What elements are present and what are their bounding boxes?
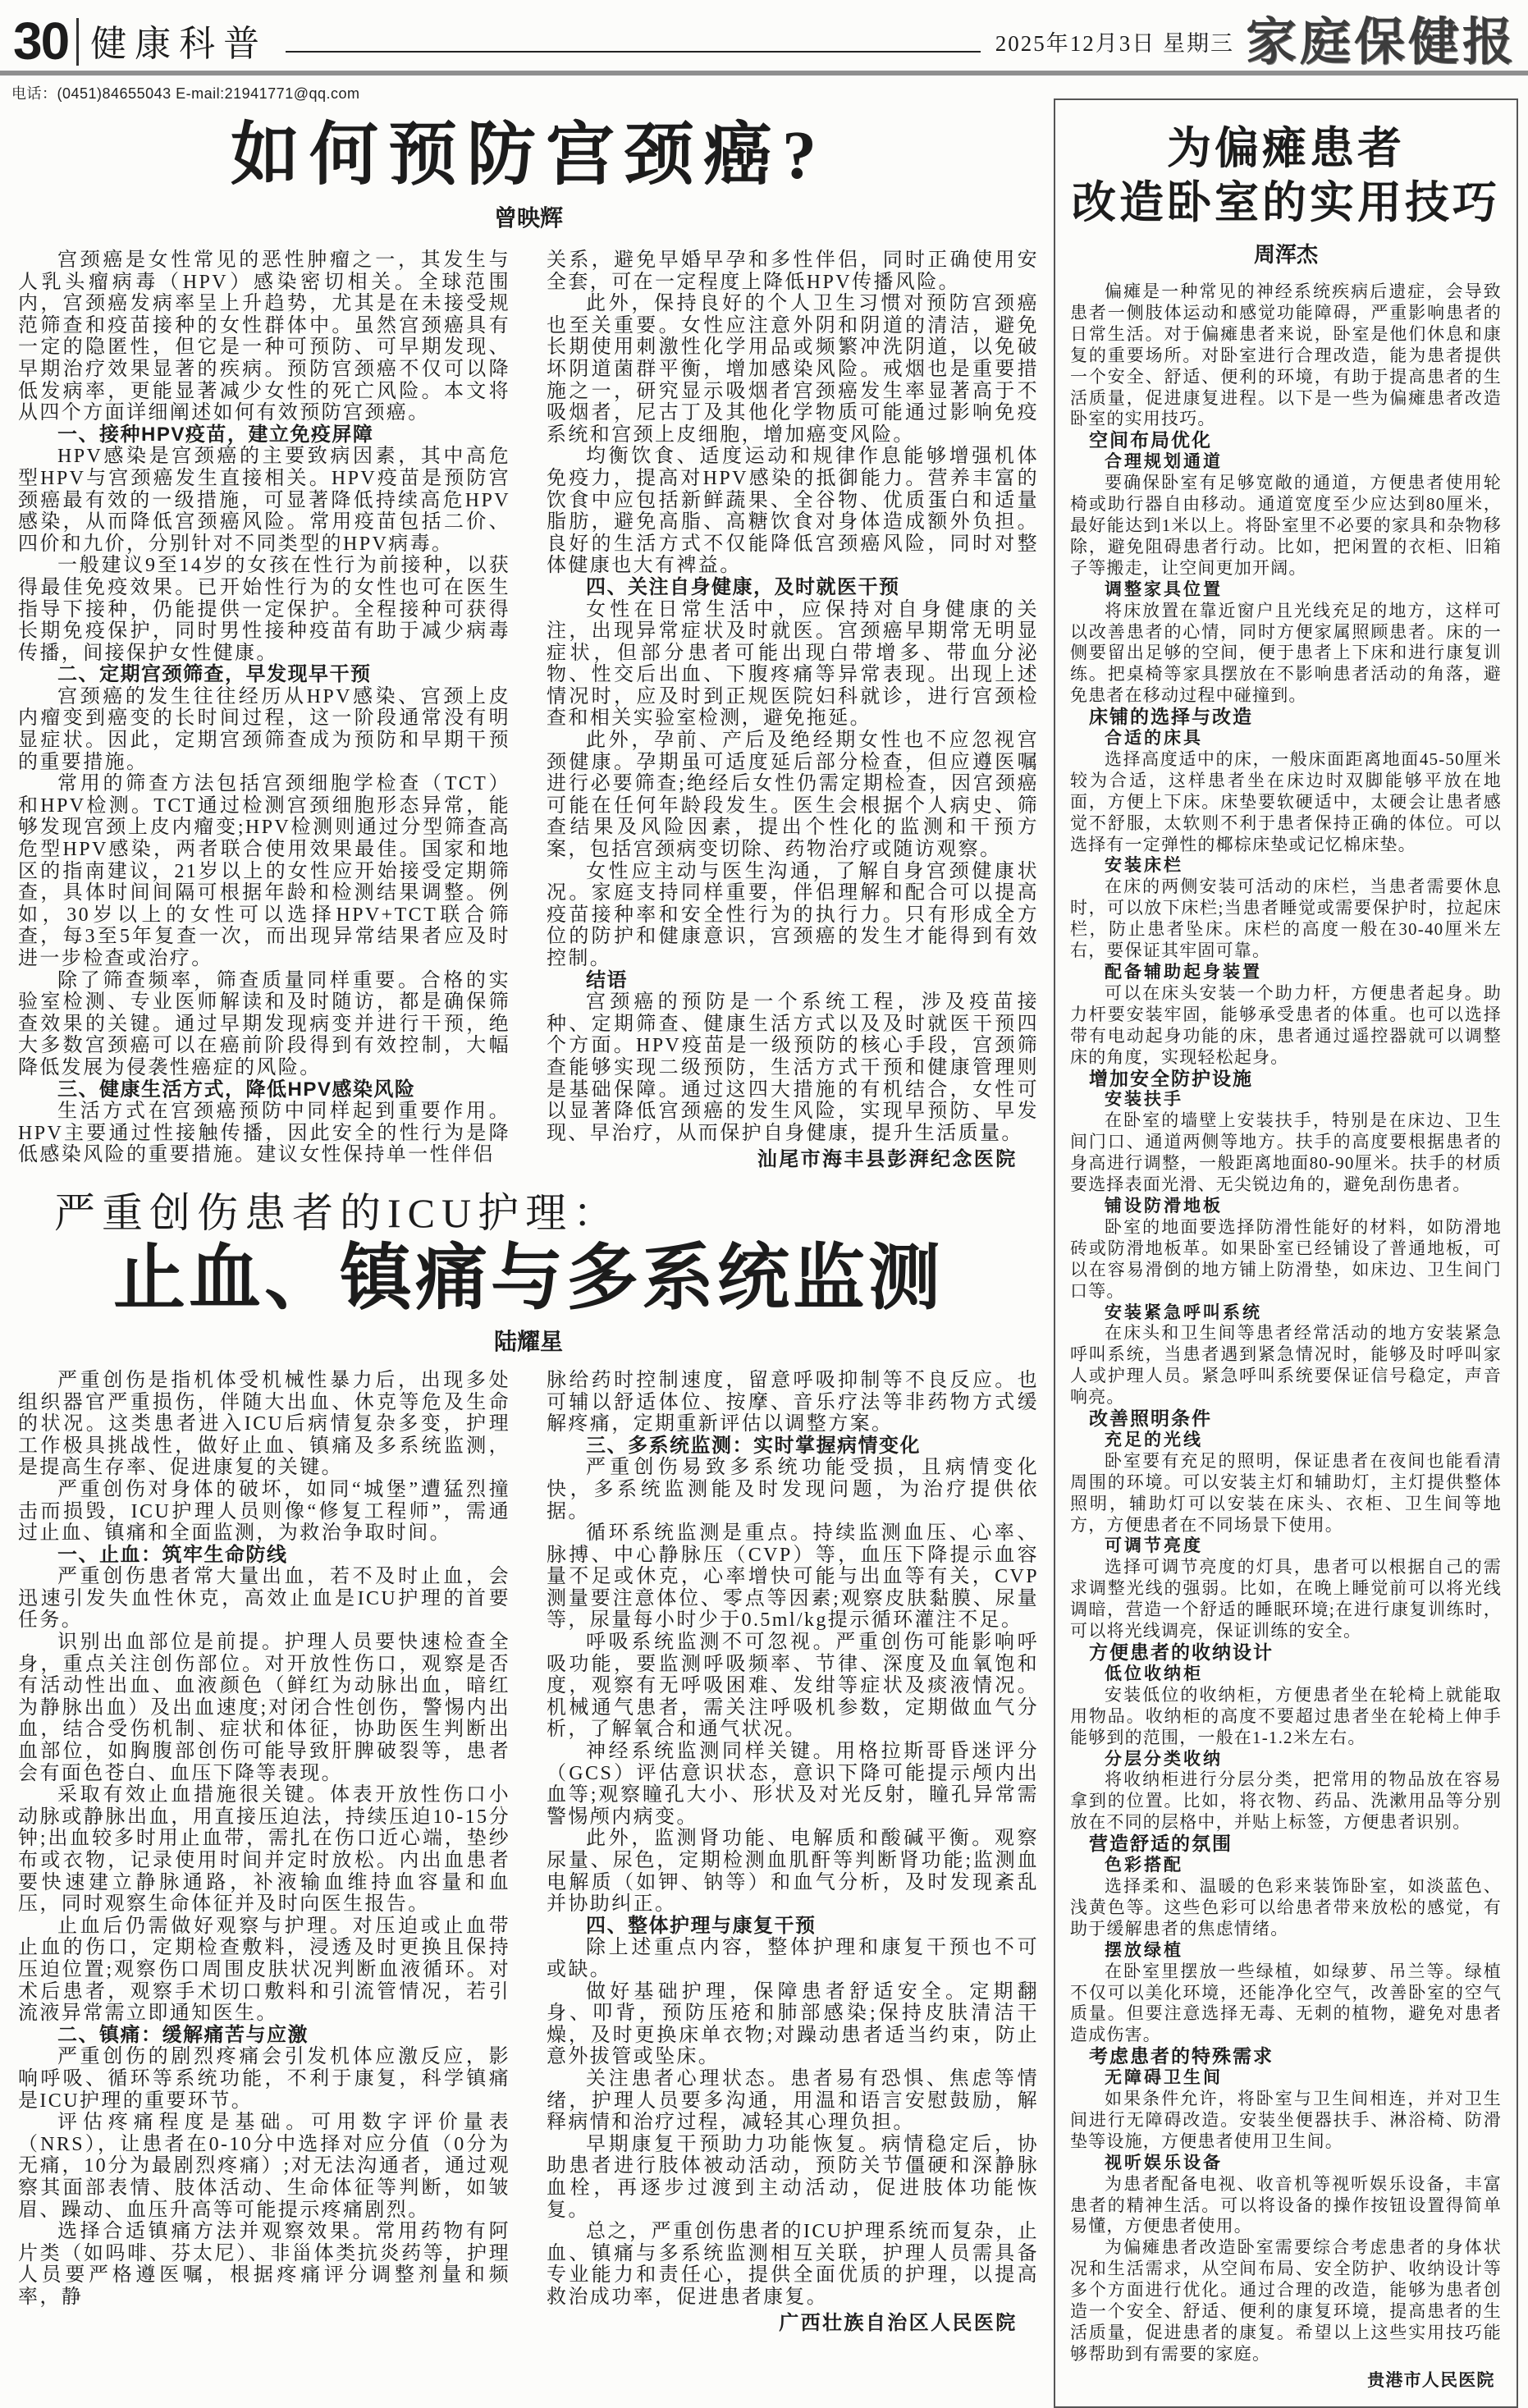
signature-hospital: 广西壮族自治区人民医院	[779, 2312, 1018, 2335]
article-column-2	[547, 1370, 1039, 2335]
article-title-line2: 改造卧室的实用技巧	[1072, 178, 1500, 227]
paragraph: 安装低位的收纳柜，方便患者坐在轮椅上就能取用物品。收纳柜的高度不要超过患者坐在轮椅上伸手能够到的范围，一般在1-1.2米左右。	[1070, 1684, 1502, 1747]
paragraph: 在卧室里摆放一些绿植，如绿萝、吊兰等。绿植不仅可以美化环境，还能净化空气，改善卧室的空气质量。但要注意选择无毒、无刺的植物，避免对患者造成伤害。	[1070, 1961, 1502, 2045]
paragraph: 此外，孕前、产后及绝经期女性也不应忽视宫颈健康。孕期虽可适度延后部分检查，但应遵医嘱进行必要筛查;绝经后女性仍需定期检查，因宫颈癌可能在任何年龄段发生。医生会根据个人病史、筛查结果及风险因素，提出个性化的监测和干预方案，包括宫颈病变切除、药物治疗或随访观察。	[547, 730, 1039, 861]
article-author: 陆耀星	[493, 1328, 563, 1354]
sub-heading: 可调节亮度	[1105, 1536, 1203, 1556]
sub-heading: 调整家具位置	[1105, 579, 1223, 599]
paragraph: 采取有效止血措施很关键。体表开放性伤口小动脉或静脉出血，用直接压迫法，持续压迫10-15分钟;出血较多时用止血带，需扎在伤口近心端，垫纱布或衣物，记录使用时间并定时放松。内出血患者要快速建立静脉通路，补液输血维持血容量和血压，同时观察生命体征并及时向医生报告。	[18, 1784, 510, 1916]
paragraph: 选择柔和、温暖的色彩来装饰卧室，如淡蓝色、浅黄色等。这些色彩可以给患者带来放松的感觉，有助于缓解患者的焦虑情绪。	[1070, 1875, 1502, 1939]
section-heading: 结语	[586, 968, 628, 991]
paragraph: 除上述重点内容，整体护理和康复干预也不可或缺。	[547, 1937, 1039, 1980]
section-title: 健康科普	[90, 24, 268, 64]
paragraph: 女性应主动与医生沟通，了解自身宫颈健康状况。家庭支持同样重要，伴侣理解和配合可以提高疫苗接种率和安全性行为的执行力。只有形成全方位的防护和健康意识，宫颈癌的发生才能得到有效控制。	[547, 860, 1039, 969]
paragraph: 循环系统监测是重点。持续监测血压、心率、脉搏、中心静脉压（CVP）等，血压下降提示血容量不足或休克，心率增快可能与出血等有关，CVP测量要注意体位、零点等因素;观察皮肤黏膜、尿量等，尿量每小时少于0.5ml/kg提示循环灌注不足。	[547, 1522, 1039, 1632]
paragraph: 宫颈癌是女性常见的恶性肿瘤之一，其发生与人乳头瘤病毒（HPV）感染密切相关。全球范围内，宫颈癌发病率呈上升趋势，尤其是在未接受规范筛查和疫苗接种的女性群体中。虽然宫颈癌具有一定的隐匿性，但它是一种可预防、可早期发现、早期治疗效果显著的疾病。预防宫颈癌不仅可以降低发病率，更能显著减少女性的死亡风险。本文将从四个方面详细阐述如何有效预防宫颈癌。	[18, 249, 510, 424]
section-heading: 三、健康生活方式，降低HPV感染风险	[57, 1078, 416, 1101]
paragraph: 如果条件允许，将卧室与卫生间相连，并对卫生间进行无障碍改造。安装坐便器扶手、淋浴椅、防滑垫等设施，方便患者使用卫生间。	[1070, 2089, 1502, 2151]
page-date: 2025年12月3日 星期三	[995, 31, 1234, 56]
sub-heading: 摆放绿植	[1105, 1939, 1183, 1960]
paragraph: 将床放置在靠近窗户且光线充足的地方，这样可以改善患者的心情，同时方便家属照顾患者。床的一侧要留出足够的空间，便于患者上下床和进行康复训练。把桌椅等家具摆放在不影响患者活动的角落，避免患者在移动过程中碰撞到。	[1070, 600, 1502, 706]
paragraph: 评估疼痛程度是基础。可用数字评价量表（NRS），让患者在0-10分中选择对应分值（0分为无痛，10分为最剧烈疼痛）;对无法沟通者，通过观察其面部表情、肢体活动、生命体征等判断，如皱眉、躁动、血压升高等可能提示疼痛剧烈。	[18, 2112, 510, 2221]
section-heading: 床铺的选择与改造	[1089, 706, 1253, 728]
paragraph: 呼吸系统监测不可忽视。严重创伤可能影响呼吸功能，要监测呼吸频率、节律、深度及血氧饱和度，观察有无呼吸困难、发绀等症状及痰液情况。机械通气患者，需关注呼吸机参数，定期做血气分析，了解氧合和通气状况。	[547, 1632, 1039, 1741]
sub-heading: 安装扶手	[1105, 1089, 1183, 1110]
paragraph: 将收纳柜进行分层分类，把常用的物品放在容易拿到的位置。比如，将衣物、药品、洗漱用品等分别放在不同的层格中，并贴上标签，方便患者识别。	[1070, 1769, 1502, 1833]
paragraph: 一般建议9至14岁的女孩在性行为前接种，以获得最佳免疫效果。已开始性行为的女性也可在医生指导下接种，仍能提供一定保护。全程接种可获得长期免疫保护，同时男性接种疫苗有助于减少病毒传播，间接保护女性健康。	[18, 555, 510, 664]
sub-heading: 低位收纳柜	[1105, 1663, 1203, 1683]
signature-hospital: 贵港市人民医院	[1367, 2370, 1495, 2390]
article-author: 周浑杰	[1253, 242, 1318, 267]
section-heading: 二、定期宫颈筛查，早发现早干预	[57, 663, 372, 686]
sub-heading: 合理规划通道	[1105, 451, 1223, 472]
sub-heading: 色彩搭配	[1105, 1855, 1183, 1875]
paragraph: 神经系统监测同样关键。用格拉斯哥昏迷评分（GCS）评估意识状态，意识下降可能提示颅内出血等;观察瞳孔大小、形状及对光反射，瞳孔异常需警惕颅内病变。	[547, 1741, 1039, 1828]
paragraph: 卧室的地面要选择防滑性能好的材料，如防滑地砖或防滑地板革。如果卧室已经铺设了普通地板，可以在容易滑倒的地方铺上防滑垫，如床边、卫生间门口等。	[1070, 1216, 1502, 1301]
article-bedroom-renovation	[1054, 98, 1518, 2408]
paragraph: 严重创伤患者常大量出血，若不及时止血，会迅速引发失血性休克，高效止血是ICU护理的首要任务。	[18, 1566, 510, 1632]
paragraph-continued: 关系，避免早婚早孕和多性伴侣，同时正确使用安全套，可在一定程度上降低HPV传播风险。	[547, 249, 1039, 293]
article-body	[1070, 282, 1502, 2392]
article-column-1	[18, 249, 510, 1171]
article-icu-care	[18, 1188, 1039, 2335]
paragraph: 选择高度适中的床，一般床面距离地面45-50厘米较为合适，这样患者坐在床边时双脚能够平放在地面，方便上下床。床垫要软硬适中，太硬会让患者感觉不舒服，太软则不利于患者保持正确的体位。可以选择有一定弹性的椰棕床垫或记忆棉床垫。	[1070, 748, 1502, 854]
article-title-line1: 严重创伤患者的ICU护理：	[54, 1189, 621, 1236]
sub-heading: 无障碍卫生间	[1105, 2067, 1223, 2088]
contact-line: 电话：(0451)84655043 E-mail:21941771@qq.com	[11, 85, 360, 102]
section-heading: 增加安全防护设施	[1089, 1067, 1253, 1089]
sub-heading: 安装紧急呼叫系统	[1105, 1302, 1262, 1322]
sub-heading: 分层分类收纳	[1105, 1748, 1223, 1769]
paragraph: 为偏瘫患者改造卧室需要综合考虑患者的身体状况和生活需求，从空间布局、安全防护、收纳设计等多个方面进行优化。通过合理的改造，能够为患者创造一个安全、舒适、便利的康复环境，提高患者的生活质量，促进患者的康复。希望以上这些实用技巧能够帮助到有需要的家庭。	[1070, 2237, 1502, 2364]
paragraph: 偏瘫是一种常见的神经系统疾病后遗症，会导致患者一侧肢体运动和感觉功能障碍，严重影响患者的日常生活。对于偏瘫患者来说，卧室是他们休息和康复的重要场所。对卧室进行合理改造，能为患者提供一个安全、舒适、便利的环境，有助于提高患者的生活质量，促进康复进程。以下是一些为偏瘫患者改造卧室的实用技巧。	[1070, 282, 1502, 429]
section-heading: 考虑患者的特殊需求	[1089, 2045, 1274, 2067]
section-heading: 营造舒适的氛围	[1089, 1833, 1233, 1855]
sub-heading: 配备辅助起身装置	[1105, 962, 1262, 982]
paragraph: 要确保卧室有足够宽敞的通道，方便患者使用轮椅或助行器自由移动。通道宽度至少应达到80厘米，最好能达到1米以上。将卧室里不必要的家具和杂物移除，避免阻碍患者行动。比如，把闲置的衣柜、旧箱子等搬走，让空间更加开阔。	[1070, 473, 1502, 578]
section-heading: 四、关注自身健康，及时就医干预	[586, 575, 900, 598]
paragraph: 选择可调节亮度的灯具，患者可以根据自己的需求调整光线的强弱。比如，在晚上睡觉前可以将光线调暗，营造一个舒适的睡眠环境;在进行康复训练时，可以将光线调亮，保证训练的安全。	[1070, 1557, 1502, 1641]
paragraph: 此外，保持良好的个人卫生习惯对预防宫颈癌也至关重要。女性应注意外阴和阴道的清洁，避免长期使用刺激性化学用品或频繁冲洗阴道，以免破坏阴道菌群平衡，增加感染风险。戒烟也是重要措施之一，研究显示吸烟者宫颈癌发生率显著高于不吸烟者，尼古丁及其他化学物质可能通过影响免疫系统和宫颈上皮细胞，增加癌变风险。	[547, 293, 1039, 446]
paragraph: 严重创伤的剧烈疼痛会引发机体应激反应，影响呼吸、循环等系统功能，不利于康复，科学镇痛是ICU护理的重要环节。	[18, 2046, 510, 2112]
section-heading: 空间布局优化	[1089, 429, 1212, 451]
masthead: 家庭保健报	[1245, 15, 1517, 71]
paragraph: 严重创伤对身体的破坏，如同“城堡”遭猛烈撞击而损毁，ICU护理人员则像“修复工程师”，需通过止血、镇痛和全面监测，为救治争取时间。	[18, 1478, 510, 1545]
section-heading: 二、镇痛：缓解痛苦与应激	[57, 2023, 309, 2046]
header-divider-bar	[76, 18, 79, 66]
paragraph: 除了筛查频率，筛查质量同样重要。合格的实验室检测、专业医师解读和及时随访，都是确保筛查效果的关键。通过早期发现病变并进行干预，绝大多数宫颈癌可以在癌前阶段得到有效控制，大幅降低发展为侵袭性癌症的风险。	[18, 969, 510, 1078]
sub-heading: 安装床栏	[1105, 855, 1183, 876]
paragraph: 做好基础护理，保障患者舒适安全。定期翻身、叩背，预防压疮和肺部感染;保持皮肤清洁干燥，及时更换床单衣物;对躁动患者适当约束，防止意外拔管或坠床。	[547, 1980, 1039, 2068]
paragraph: 宫颈癌的预防是一个系统工程，涉及疫苗接种、定期筛查、健康生活方式以及及时就医干预四个方面。HPV疫苗是一级预防的核心手段，宫颈筛查能够实现二级预防，生活方式干预和健康管理则是基础保障。通过这四大措施的有机结合，女性可以显著降低宫颈癌的发生风险，实现早预防、早发现、早治疗，从而保护自身健康，提升生活质量。	[547, 991, 1039, 1144]
article-cervical-cancer	[18, 117, 1039, 1171]
paragraph-continued: 脉给药时控制速度，留意呼吸抑制等不良反应。也可辅以舒适体位、按摩、音乐疗法等非药物方式缓解疼痛，定期重新评估以调整方案。	[547, 1369, 1039, 1435]
signature-hospital: 汕尾市海丰县彭湃纪念医院	[757, 1148, 1018, 1171]
sub-heading: 合适的床具	[1105, 728, 1203, 748]
paragraph: 生活方式在宫颈癌预防中同样起到重要作用。HPV主要通过性接触传播，因此安全的性行为是降低感染风险的重要措施。建议女性保持单一性伴侣	[18, 1101, 510, 1166]
paragraph: 女性在日常生活中，应保持对自身健康的关注，出现异常症状及时就医。宫颈癌早期常无明显症状，但部分患者可能出现白带增多、带血分泌物、性交后出血、下腹疼痛等异常表现。出现上述情况时，应及时到正规医院妇科就诊，进行宫颈检查和相关实验室检测，避免拖延。	[547, 598, 1039, 730]
paragraph: 严重创伤是指机体受机械性暴力后，出现多处组织器官严重损伤，伴随大出血、休克等危及生命的状况。这类患者进入ICU后病情复杂多变，护理工作极具挑战性，做好止血、镇痛及多系统监测，是提高生存率、促进康复的关键。	[18, 1369, 510, 1479]
section-heading: 三、多系统监测：实时掌握病情变化	[586, 1434, 921, 1457]
article-column-1	[18, 1370, 510, 2335]
paragraph: 总之，严重创伤患者的ICU护理系统而复杂，止血、镇痛与多系统监测相互关联，护理人员需具备专业能力和责任心，提供全面优质的护理，以提高救治成功率，促进患者康复。	[547, 2221, 1039, 2308]
header-rule	[286, 51, 981, 53]
paragraph: 早期康复干预助力功能恢复。病情稳定后，协助患者进行肢体被动活动，预防关节僵硬和深静脉血栓，再逐步过渡到主动活动，促进肢体功能恢复。	[547, 2133, 1039, 2221]
paragraph: 识别出血部位是前提。护理人员要快速检查全身，重点关注创伤部位。对开放性伤口，观察是否有活动性出血、血液颜色（鲜红为动脉出血，暗红为静脉出血）及出血速度;对闭合性创伤，警惕内出血，结合受伤机制、症状和体征，协助医生判断出血部位，如胸腹部创伤可能导致肝脾破裂等，患者会有面色苍白、血压下降等表现。	[18, 1632, 510, 1784]
paragraph: 选择合适镇痛方法并观察效果。常用药物有阿片类（如吗啡、芬太尼）、非甾体类抗炎药等，护理人员要严格遵医嘱，根据疼痛评分调整剂量和频率，静	[18, 2221, 510, 2308]
sub-heading: 铺设防滑地板	[1105, 1195, 1223, 1215]
paragraph: 均衡饮食、适度运动和规律作息能够增强机体免疫力，提高对HPV感染的抵御能力。营养丰富的饮食中应包括新鲜蔬果、全谷物、优质蛋白和适量脂肪，避免高脂、高糖饮食对身体造成额外负担。良好的生活方式不仅能降低宫颈癌风险，同时对整体健康也大有裨益。	[547, 446, 1039, 577]
paragraph: 在卧室的墙壁上安装扶手，特别是在床边、卫生间门口、通道两侧等地方。扶手的高度要根据患者的身高进行调整，一般距离地面80-90厘米。扶手的材质要选择表面光滑、无尖锐边角的，避免刮伤患者。	[1070, 1110, 1502, 1195]
paragraph: 可以在床头安装一个助力杆，方便患者起身。助力杆要安装牢固，能够承受患者的体重。也可以选择带有电动起身功能的床，患者通过遥控器就可以调整床的角度，实现轻松起身。	[1070, 982, 1502, 1067]
page-header	[0, 0, 1528, 103]
article-title-line2: 止血、镇痛与多系统监测	[112, 1238, 944, 1319]
paragraph: 为患者配备电视、收音机等视听娱乐设备，丰富患者的精神生活。可以将设备的操作按钮设置得简单易懂，方便患者使用。	[1070, 2173, 1502, 2236]
article-column-2	[547, 249, 1039, 1171]
section-heading: 一、止血：筑牢生命防线	[57, 1543, 288, 1566]
paragraph: 在床的两侧安装可活动的床栏，当患者需要休息时，可以放下床栏;当患者睡觉或需要保护时，拉起床栏，防止患者坠床。床栏的高度一般在30-40厘米左右，要保证其牢固可靠。	[1070, 877, 1502, 961]
paragraph: 严重创伤易致多系统功能受损，且病情变化快，多系统监测能及时发现问题，为治疗提供依据。	[547, 1457, 1039, 1522]
sub-heading: 充足的光线	[1105, 1429, 1203, 1449]
paragraph: 在床头和卫生间等患者经常活动的地方安装紧急呼叫系统，当患者遇到紧急情况时，能够及时呼叫家人或护理人员。紧急呼叫系统要保证信号稳定，声音响亮。	[1070, 1323, 1502, 1408]
paragraph: 关注患者心理状态。患者易有恐惧、焦虑等情绪，护理人员要多沟通，用温和语言安慰鼓励，解释病情和治疗过程，减轻其心理负担。	[547, 2067, 1039, 2134]
paragraph: 卧室要有充足的照明，保证患者在夜间也能看清周围的环境。可以安装主灯和辅助灯，主灯提供整体照明，辅助灯可以安装在床头、衣柜、卫生间等地方，方便患者在不同场景下使用。	[1070, 1450, 1502, 1535]
section-heading: 一、接种HPV疫苗，建立免疫屏障	[57, 423, 374, 446]
article-title-line1: 为偏瘫患者	[1167, 124, 1405, 173]
paragraph: 此外，监测肾功能、电解质和酸碱平衡。观察尿量、尿色，定期检测血肌酐等判断肾功能;监测血电解质（如钾、钠等）和血气分析，及时发现紊乱并协助纠正。	[547, 1828, 1039, 1916]
paragraph: 常用的筛查方法包括宫颈细胞学检查（TCT）和HPV检测。TCT通过检测宫颈细胞形态异常，能够发现宫颈上皮内瘤变;HPV检测则通过分型筛查高危型HPV感染，两者联合使用效果最佳。国家和地区的指南建议，21岁以上的女性应开始接受定期筛查，具体时间间隔可根据年龄和检测结果调整。例如，30岁以上的女性可以选择HPV+TCT联合筛查，每3至5年复查一次，而出现异常结果者应及时进一步检查或治疗。	[18, 773, 510, 969]
page-number: 30	[13, 11, 69, 71]
paragraph: HPV感染是宫颈癌的主要致病因素，其中高危型HPV与宫颈癌发生直接相关。HPV疫苗是预防宫颈癌最有效的一级措施，可显著降低持续高危HPV感染，从而降低宫颈癌风险。常用疫苗包括二价、四价和九价，分别针对不同类型的HPV病毒。	[18, 446, 510, 555]
article-author: 曾映辉	[493, 205, 563, 231]
sub-heading: 视听娱乐设备	[1105, 2152, 1223, 2172]
paragraph: 止血后仍需做好观察与护理。对压迫或止血带止血的伤口，定期检查敷料，浸透及时更换且保持压迫位置;观察伤口周围皮肤状况判断血液循环。对术后患者，观察手术切口敷料和引流管情况，若引流液异常需立即通知医生。	[18, 1915, 510, 2025]
section-heading: 改善照明条件	[1089, 1408, 1212, 1430]
section-heading: 四、整体护理与康复干预	[586, 1914, 817, 1937]
left-articles-zone	[18, 117, 1039, 2335]
paragraph: 宫颈癌的发生往往经历从HPV感染、宫颈上皮内瘤变到癌变的长时间过程，这一阶段通常没有明显症状。因此，定期宫颈筛查成为预防和早期干预的重要措施。	[18, 685, 510, 773]
article-title: 如何预防宫颈癌?	[230, 117, 826, 194]
section-heading: 方便患者的收纳设计	[1089, 1641, 1274, 1663]
